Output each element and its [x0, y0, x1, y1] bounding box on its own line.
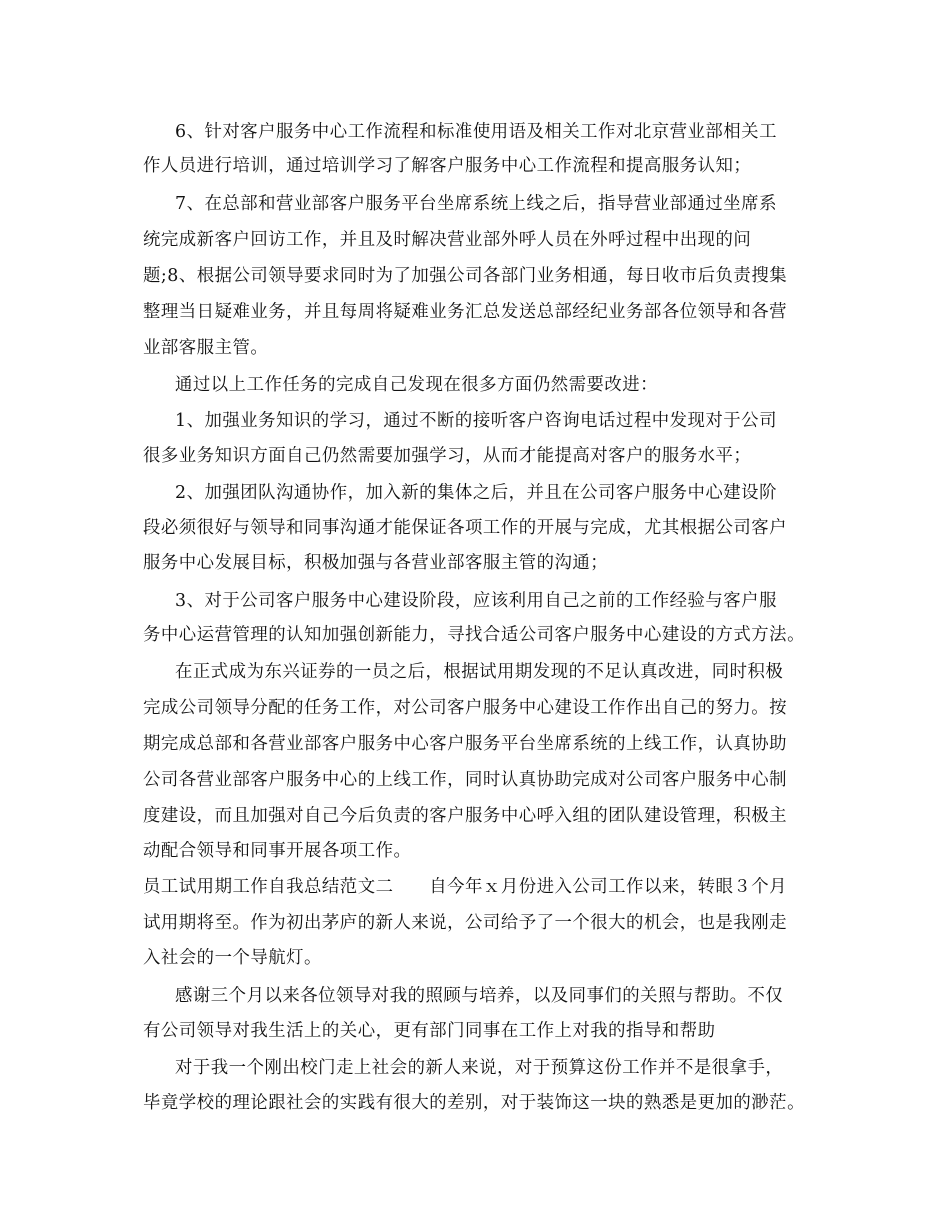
- paragraph-line: 7、在总部和营业部客户服务平台坐席系统上线之后，指导营业部通过坐席系: [175, 194, 777, 214]
- paragraph-line: 员工试用期工作自我总结范文二 自今年ｘ月份进入公司工作以来，转眼３个月: [143, 877, 788, 897]
- paragraph-line: 毕竟学校的理论跟社会的实践有很大的差别，对于装饰这一块的熟悉是更加的渺茫。: [143, 1093, 805, 1113]
- paragraph-line: 业部客服主管。: [143, 338, 269, 358]
- paragraph-line: 6、针对客户服务中心工作流程和标准使用语及相关工作对北京营业部相关工: [175, 122, 777, 142]
- paragraph-line: 期完成总部和各营业部客户服务中心客户服务平台坐席系统的上线工作，认真协助: [143, 734, 788, 754]
- paragraph-line: 试用期将至。作为初出茅庐的新人来说，公司给予了一个很大的机会，也是我刚走: [143, 913, 788, 933]
- paragraph-line: 2、加强团队沟通协作，加入新的集体之后，并且在公司客户服务中心建设阶: [175, 483, 777, 503]
- paragraph-line: 服务中心发展目标，积极加强与各营业部客服主管的沟通；: [143, 553, 609, 573]
- paragraph-line: 在正式成为东兴证券的一员之后，根据试用期发现的不足认真改进，同时积极: [175, 662, 784, 682]
- paragraph-line: 务中心运营管理的认知加强创新能力，寻找合适公司客户服务中心建设的方式方法。: [143, 625, 805, 645]
- paragraph-line: 有公司领导对我生活上的关心，更有部门同事在工作上对我的指导和帮助: [143, 1021, 716, 1041]
- paragraph-line: 3、对于公司客户服务中心建设阶段，应该利用自己之前的工作经验与客户服: [175, 591, 777, 611]
- paragraph-line: 段必须很好与领导和同事沟通才能保证各项工作的开展与完成，尤其根据公司客户: [143, 518, 788, 538]
- paragraph-line: 入社会的一个导航灯。: [143, 948, 322, 968]
- paragraph-line: 动配合领导和同事开展各项工作。: [143, 841, 412, 861]
- paragraph-line: 对于我一个刚出校门走上社会的新人来说，对于预算这份工作并不是很拿手，: [175, 1058, 784, 1078]
- paragraph-line: 作人员进行培训，通过培训学习了解客户服务中心工作流程和提高服务认知；: [143, 156, 752, 176]
- paragraph-line: 整理当日疑难业务，并且每周将疑难业务汇总发送总部经纪业务部各位领导和各营: [143, 302, 788, 322]
- paragraph-line: 统完成新客户回访工作，并且及时解决营业部外呼人员在外呼过程中出现的问: [143, 230, 752, 250]
- paragraph-line: 感谢三个月以来各位领导对我的照顾与培养，以及同事们的关照与帮助。不仅: [175, 986, 784, 1006]
- paragraph-line: 度建设，而且加强对自己今后负责的客户服务中心呼入组的团队建设管理，积极主: [143, 806, 788, 826]
- paragraph-line: 1、加强业务知识的学习，通过不断的接听客户咨询电话过程中发现对于公司: [175, 411, 777, 431]
- paragraph-line: 很多业务知识方面自己仍然需要加强学习，从而才能提高对客户的服务水平；: [143, 446, 752, 466]
- paragraph-line: 通过以上工作任务的完成自己发现在很多方面仍然需要改进：: [175, 375, 659, 395]
- paragraph-line: 题;8、根据公司领导要求同时为了加强公司各部门业务相通，每日收市后负责搜集: [143, 266, 788, 286]
- paragraph-line: 完成公司领导分配的任务工作，对公司客户服务中心建设工作作出自己的努力。按: [143, 698, 788, 718]
- paragraph-line: 公司各营业部客户服务中心的上线工作，同时认真协助完成对公司客户服务中心制: [143, 770, 788, 790]
